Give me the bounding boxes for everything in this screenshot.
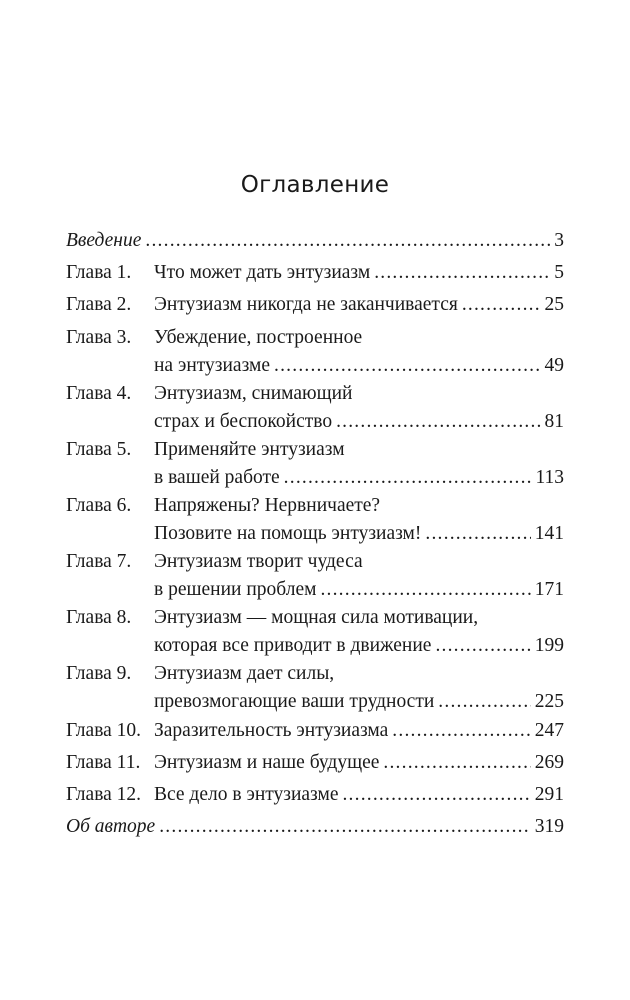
chapter-number: Глава 6. — [66, 495, 132, 516]
dot-leader — [159, 813, 531, 841]
dot-leader — [438, 688, 530, 716]
chapter-number: Глава 8. — [66, 607, 132, 628]
dot-leader — [145, 227, 550, 255]
page-title: Оглавление — [240, 172, 390, 198]
page-number: 81 — [544, 411, 564, 432]
dot-leader — [425, 520, 530, 548]
chapter-title-line: Введение — [66, 230, 142, 251]
chapter-title-line: Энтузиазм, снимающий — [154, 383, 353, 404]
chapter-number: Глава 3. — [66, 327, 132, 348]
chapter-number: Глава 7. — [66, 551, 132, 572]
chapter-number: Глава 11. — [66, 752, 141, 773]
chapter-title-line: в решении проблем — [154, 579, 317, 600]
dot-leader — [284, 464, 532, 492]
dot-leader — [336, 408, 540, 436]
chapter-title-line: Энтузиазм никогда не заканчивается — [154, 294, 458, 315]
dot-leader — [462, 291, 541, 319]
chapter-number: Глава 2. — [66, 294, 132, 315]
chapter-number: Глава 1. — [66, 262, 132, 283]
chapter-title-line: которая все приводит в движение — [154, 635, 432, 656]
page-number: 247 — [534, 720, 564, 741]
chapter-title-line: Убеждение, построенное — [154, 327, 363, 348]
chapter-title-line: превозмогающие ваши трудности — [154, 691, 435, 712]
chapter-number: Глава 9. — [66, 663, 132, 684]
chapter-title-line: Применяйте энтузиазм — [154, 439, 345, 460]
chapter-title-line: Заразительность энтузиазма — [154, 720, 389, 741]
page-number: 319 — [534, 816, 564, 837]
page-number: 141 — [534, 523, 564, 544]
chapter-title-line: Энтузиазм и наше будущее — [154, 752, 380, 773]
dot-leader — [274, 352, 540, 380]
dot-leader — [320, 576, 530, 604]
page-number: 25 — [544, 294, 564, 315]
dot-leader — [435, 632, 530, 660]
chapter-title-line: страх и беспокойство — [154, 411, 333, 432]
chapter-number: Глава 10. — [66, 720, 142, 741]
chapter-number: Глава 4. — [66, 383, 132, 404]
chapter-title-line: Энтузиазм — мощная сила мотивации, — [154, 607, 479, 628]
chapter-title-line: Позовите на помощь энтузиазм! — [154, 523, 422, 544]
page-number: 171 — [534, 579, 564, 600]
page-number: 269 — [534, 752, 564, 773]
chapter-title-line: Все дело в энтузиазме — [154, 784, 339, 805]
page-number: 199 — [534, 635, 564, 656]
chapter-title-line: на энтузиазме — [154, 355, 271, 376]
chapter-title-line: в вашей работе — [154, 467, 280, 488]
chapter-title-line: Об авторе — [66, 816, 156, 837]
chapter-title-line: Энтузиазм творит чудеса — [154, 551, 363, 572]
dot-leader — [383, 749, 530, 777]
dot-leader — [374, 259, 550, 287]
page-number: 225 — [534, 691, 564, 712]
chapter-title-line: Напряжены? Нервничаете? — [154, 495, 381, 516]
chapter-title-line: Энтузиазм дает силы, — [154, 663, 335, 684]
page-number: 291 — [534, 784, 564, 805]
dot-leader — [392, 717, 530, 745]
page-number: 3 — [554, 230, 564, 251]
chapter-title-line: Что может дать энтузиазм — [154, 262, 371, 283]
page-number: 5 — [554, 262, 564, 283]
page-number: 113 — [535, 467, 564, 488]
page-number: 49 — [544, 355, 564, 376]
dot-leader — [342, 781, 530, 809]
chapter-number: Глава 5. — [66, 439, 132, 460]
chapter-number: Глава 12. — [66, 784, 142, 805]
